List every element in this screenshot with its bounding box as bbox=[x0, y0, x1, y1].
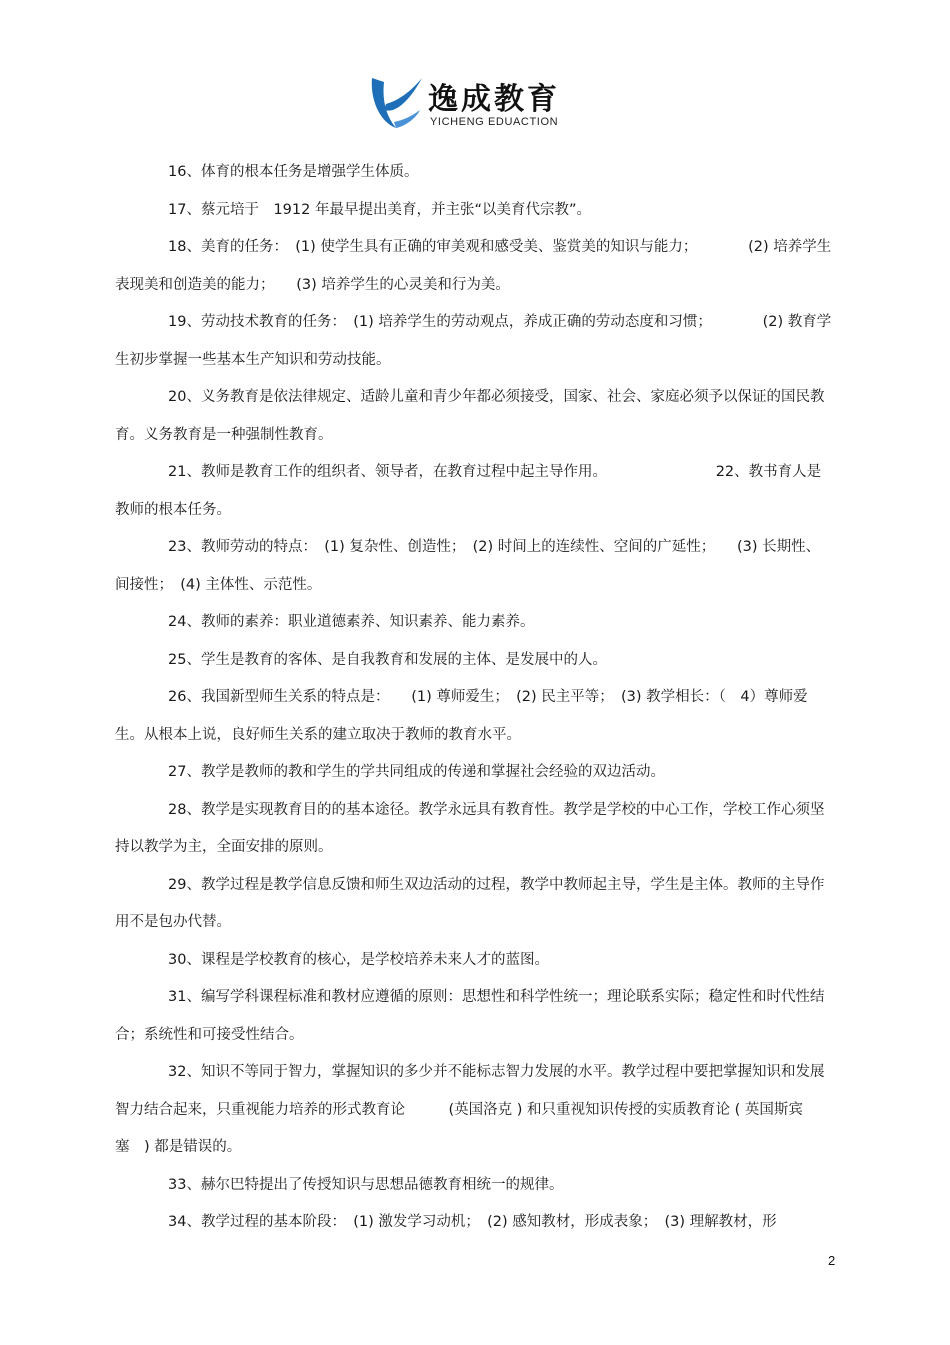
paragraph-24: 24、教师的素养：职业道德素养、知识素养、能力素养。 bbox=[168, 614, 535, 630]
paragraph-33: 33、赫尔巴特提出了传授知识与思想品德教育相统一的规律。 bbox=[168, 1176, 564, 1193]
brand-name-cn: 逸成教育 bbox=[428, 82, 560, 117]
paragraph-25: 25、学生是教育的客体、是自我教育和发展的主体、是发展中的人。 bbox=[168, 651, 607, 668]
paragraph-23: 23、教师劳动的特点： (1) 复杂性、创造性； (2) 时间上的连续性、空间的广延性； (3) 长期性、间接性； (4) 主体性、示范性。 bbox=[115, 539, 821, 593]
document-body bbox=[115, 154, 833, 1242]
paragraph-17: 17、蔡元培于 1912 年最早提出美育，并主张“以美育代宗教”。 bbox=[168, 201, 591, 218]
paragraph-19: 19、劳动技术教育的任务： (1) 培养学生的劳动观点，养成正确的劳动态度和习惯； (2) 教育学生初步掌握一些基本生产知识和劳动技能。 bbox=[115, 314, 832, 368]
paragraph-30: 30、课程是学校教育的核心，是学校培养未来人才的蓝图。 bbox=[168, 951, 549, 968]
paragraph-31: 31、编写学科课程标准和教材应遵循的原则：思想性和科学性统一；理论联系实际；稳定性和时代性结合；系统性和可接受性结合。 bbox=[115, 989, 825, 1043]
paragraph-32: 32、知识不等同于智力，掌握知识的多少并不能标志智力发展的水平。教学过程中要把掌握知识和发展智力结合起来，只重视能力培养的形式教育论 (英国洛克 ) 和只重视知识传授的实质教育论 ( 英国斯宾塞 ) 都是错误的。 bbox=[115, 1064, 825, 1155]
paragraph-29: 29、教学过程是教学信息反馈和师生双边活动的过程，教学中教师起主导，学生是主体。教师的主导作用不是包办代替。 bbox=[115, 876, 825, 930]
paragraph-34: 34、教学过程的基本阶段： (1) 激发学习动机； (2) 感知教材，形成表象； (3) 理解教材，形 bbox=[168, 1214, 777, 1230]
paragraph-16: 16、体育的根本任务是增强学生体质。 bbox=[168, 164, 419, 180]
paragraph-27: 27、教学是教师的教和学生的学共同组成的传递和掌握社会经验的双边活动。 bbox=[168, 764, 665, 780]
paragraph-26: 26、我国新型师生关系的特点是： (1) 尊师爱生； (2) 民主平等； (3) 教学相长：（ 4）尊师爱生。从根本上说，良好师生关系的建立取决于教师的教育水平。 bbox=[115, 689, 808, 743]
page-number: 2 bbox=[828, 1253, 836, 1268]
yicheng-logo-icon bbox=[366, 70, 426, 132]
paragraph-20: 20、义务教育是依法律规定、适龄儿童和青少年都必须接受，国家、社会、家庭必须予以保证的国民教育。义务教育是一种强制性教育。 bbox=[115, 389, 825, 443]
brand-name-en: YICHENG EDUACTION bbox=[430, 116, 559, 128]
paragraph-28: 28、教学是实现教育目的的基本途径。教学永远具有教育性。教学是学校的中心工作，学校工作心须坚持以教学为主，全面安排的原则。 bbox=[115, 801, 825, 855]
brand-header bbox=[366, 70, 586, 134]
paragraph-21: 21、教师是教育工作的组织者、领导者，在教育过程中起主导作用。 22、教书育人是教师的根本任务。 bbox=[115, 464, 822, 518]
paragraph-18: 18、美育的任务： (1) 使学生具有正确的审美观和感受美、鉴赏美的知识与能力； (2) 培养学生表现美和创造美的能力； (3) 培养学生的心灵美和行为美。 bbox=[115, 239, 832, 293]
